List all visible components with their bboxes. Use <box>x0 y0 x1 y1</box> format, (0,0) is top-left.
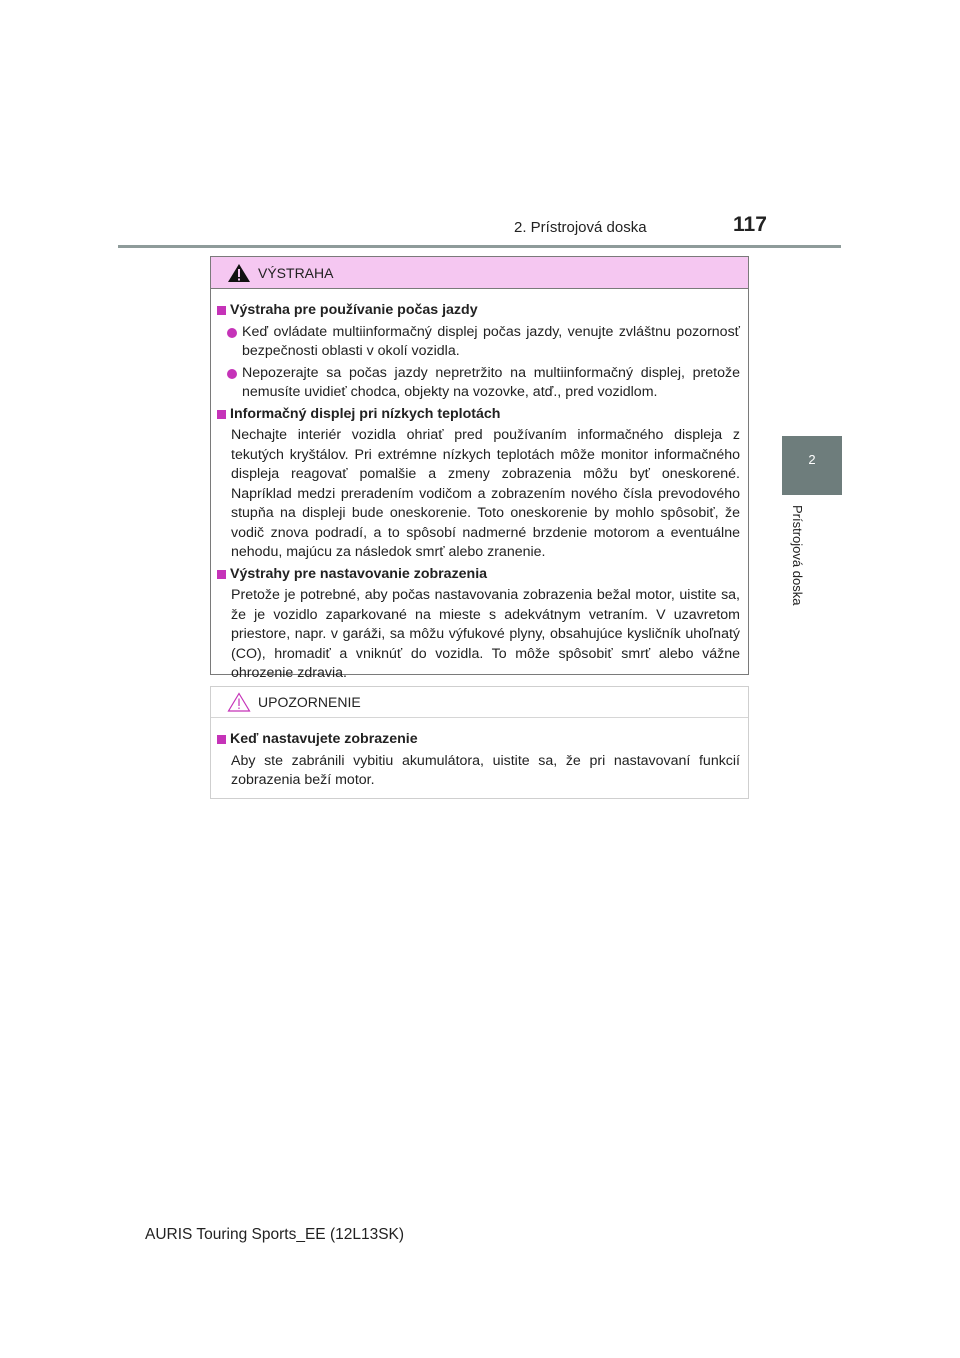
warning-box <box>210 256 749 681</box>
section-heading-text: Informačný displej pri nízkych teplotách <box>230 405 501 422</box>
list-item-text: Nepozerajte sa počas jazdy nepretržito na multiinformačný displej, pretože nemusíte uvidieť chodca, objekty na vozovke, atď., pred vozidlom. <box>242 364 740 400</box>
page-number: 117 <box>733 213 767 236</box>
list-item-text: Keď ovládate multiinformačný displej počas jazdy, venujte zvláštnu pozornosť bezpečnosti oblasti v okolí vozidla. <box>242 323 740 359</box>
section-heading-text: Keď nastavujete zobrazenie <box>230 731 418 747</box>
caution-box-header <box>211 687 748 718</box>
circle-bullet-icon <box>227 328 237 338</box>
section-paragraph: Aby ste zabránili vybitiu akumulátora, uistite sa, že pri nastavovaní funkcií zobrazenia beží motor. <box>231 752 740 788</box>
section-heading <box>217 405 740 425</box>
square-bullet-icon <box>217 306 226 315</box>
square-bullet-icon <box>217 570 226 579</box>
caution-box <box>210 686 749 799</box>
header-section-title: 2. Prístrojová doska <box>514 219 647 236</box>
square-bullet-icon <box>217 410 226 419</box>
section-heading <box>217 301 740 321</box>
section-paragraph: Pretože je potrebné, aby počas nastavovania zobrazenia bežal motor, uistite sa, že je vozidlo zaparkované na mieste s adekvátnym vetraním. V uzavretom priestore, napr. v garáži, sa môžu výfukové plyny, obsahujúce kysličník uhoľnatý (CO), hromadiť a vniknúť do vozidla. To môže spôsobiť smrť alebo vážne ohrozenie zdravia. <box>231 587 740 681</box>
warning-triangle-outline-icon <box>227 692 251 712</box>
caution-box-body <box>211 718 748 791</box>
warning-box-title: VÝSTRAHA <box>258 264 334 281</box>
section-heading <box>217 565 740 585</box>
square-bullet-icon <box>217 735 226 744</box>
footer-model-code: AURIS Touring Sports_EE (12L13SK) <box>145 1226 405 1243</box>
section-heading-text: Výstrahy pre nastavovanie zobrazenia <box>230 565 488 582</box>
warning-box-header <box>211 257 748 289</box>
chapter-tab-label: Prístrojová doska <box>790 505 805 606</box>
list-item <box>217 323 740 362</box>
list-item <box>217 364 740 403</box>
section-heading <box>217 730 740 750</box>
chapter-tab-number: 2 <box>808 452 816 467</box>
section-heading-text: Výstraha pre používanie počas jazdy <box>230 302 478 318</box>
caution-box-title: UPOZORNENIE <box>258 694 361 710</box>
warning-triangle-filled-icon <box>227 263 251 283</box>
circle-bullet-icon <box>227 369 237 379</box>
section-paragraph: Nechajte interiér vozidla ohriať pred používaním informačného displeja z tekutých kryštálov. Pri extrémne nízkych teplotách môže monitor informačného displeja reagovať pomalšie a zmeny zobrazenia môžu byť oneskorené. Napríklad medzi preradením vodičom a zobrazením nového čísla prevodového stupňa na displeji bude oneskorenie. Toto oneskorenie by mohlo spôsobiť, že vodič znova podradí, a to spôsobí nadmerné brzdenie motorom a eventuálne nehodu, majúcu za následok smrť alebo zranenie. <box>231 427 740 560</box>
warning-box-body <box>211 289 748 684</box>
header-divider <box>118 245 841 248</box>
